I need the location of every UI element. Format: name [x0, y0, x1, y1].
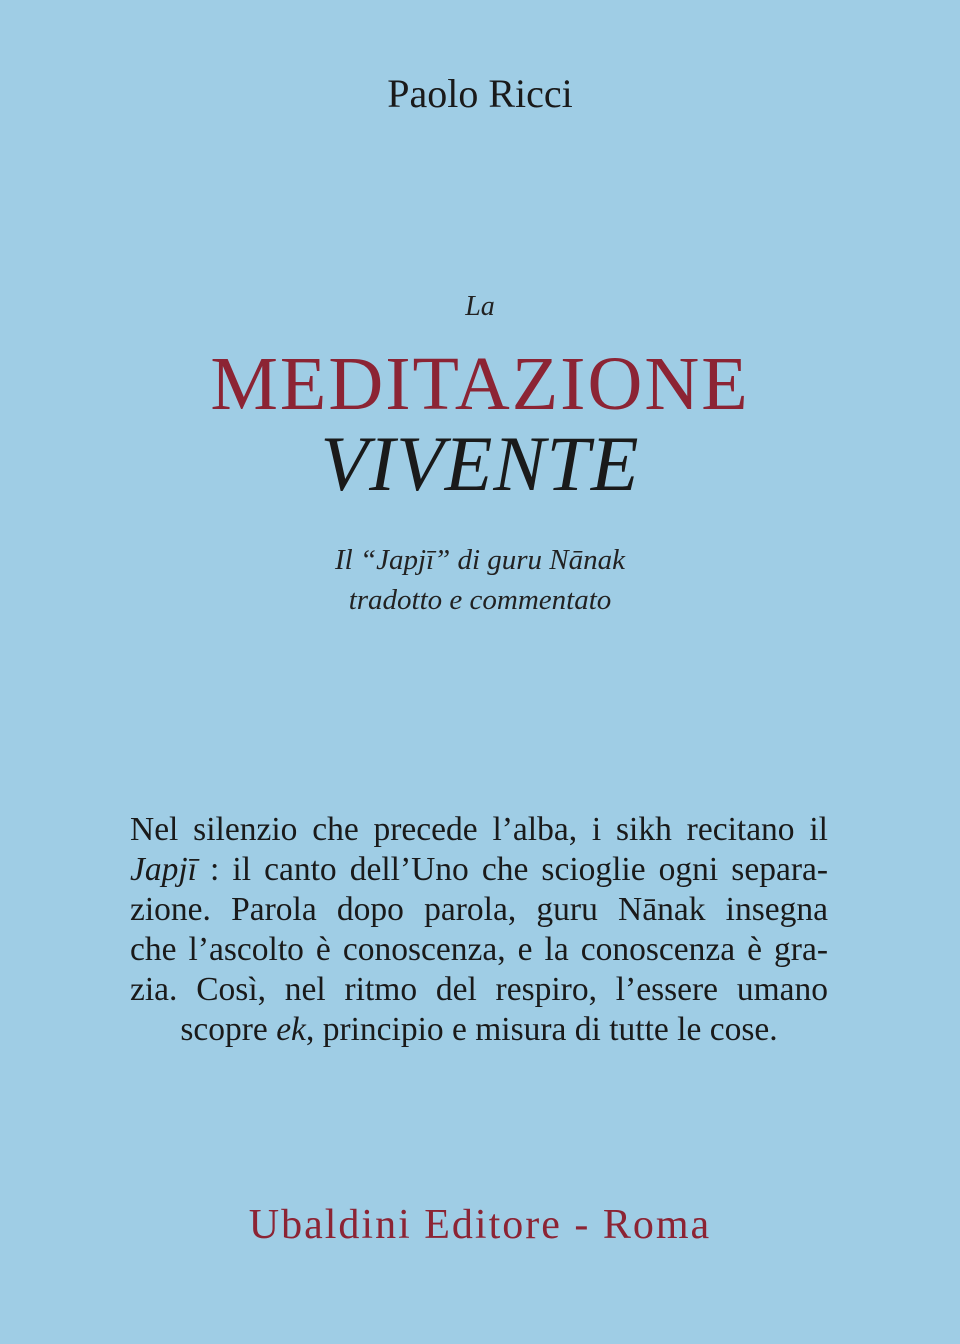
author-name: Paolo Ricci	[387, 71, 573, 116]
blurb-line-4: che l’ascolto è conoscenza, e la conoscenza è gra-	[130, 931, 828, 968]
subtitle	[0, 540, 960, 620]
blurb-line-6	[130, 1010, 828, 1050]
subtitle-line-1: Il “Japjī” di guru Nānak	[334, 544, 625, 576]
title-main: MEDITAZIONE	[210, 342, 750, 426]
subtitle-line-2: tradotto e commentato	[348, 584, 612, 616]
blurb-line-3: zione. Parola dopo parola, guru Nānak insegna	[130, 891, 828, 928]
blurb-line-2-rest: : il canto dell’Uno che scioglie ogni separa-	[196, 851, 828, 888]
blurb-line-1: Nel silenzio che precede l’alba, i sikh recitano il	[130, 811, 828, 848]
blurb-paragraph	[130, 810, 828, 1050]
publisher-name: Ubaldini Editore - Roma	[248, 1202, 712, 1248]
blurb-japji-italic: Japjī	[130, 851, 197, 888]
blurb-line-6-start: scopre	[180, 1011, 277, 1048]
blurb-line-6-end: , principio e misura di tutte le cose.	[305, 1011, 778, 1048]
blurb-ek-italic: ek	[276, 1011, 306, 1048]
blurb-line-5: zia. Così, nel ritmo del respiro, l’essere umano	[130, 971, 828, 1008]
title-second: VIVENTE	[320, 420, 640, 507]
title-article: La	[465, 291, 495, 322]
blurb-line-2	[130, 850, 828, 890]
